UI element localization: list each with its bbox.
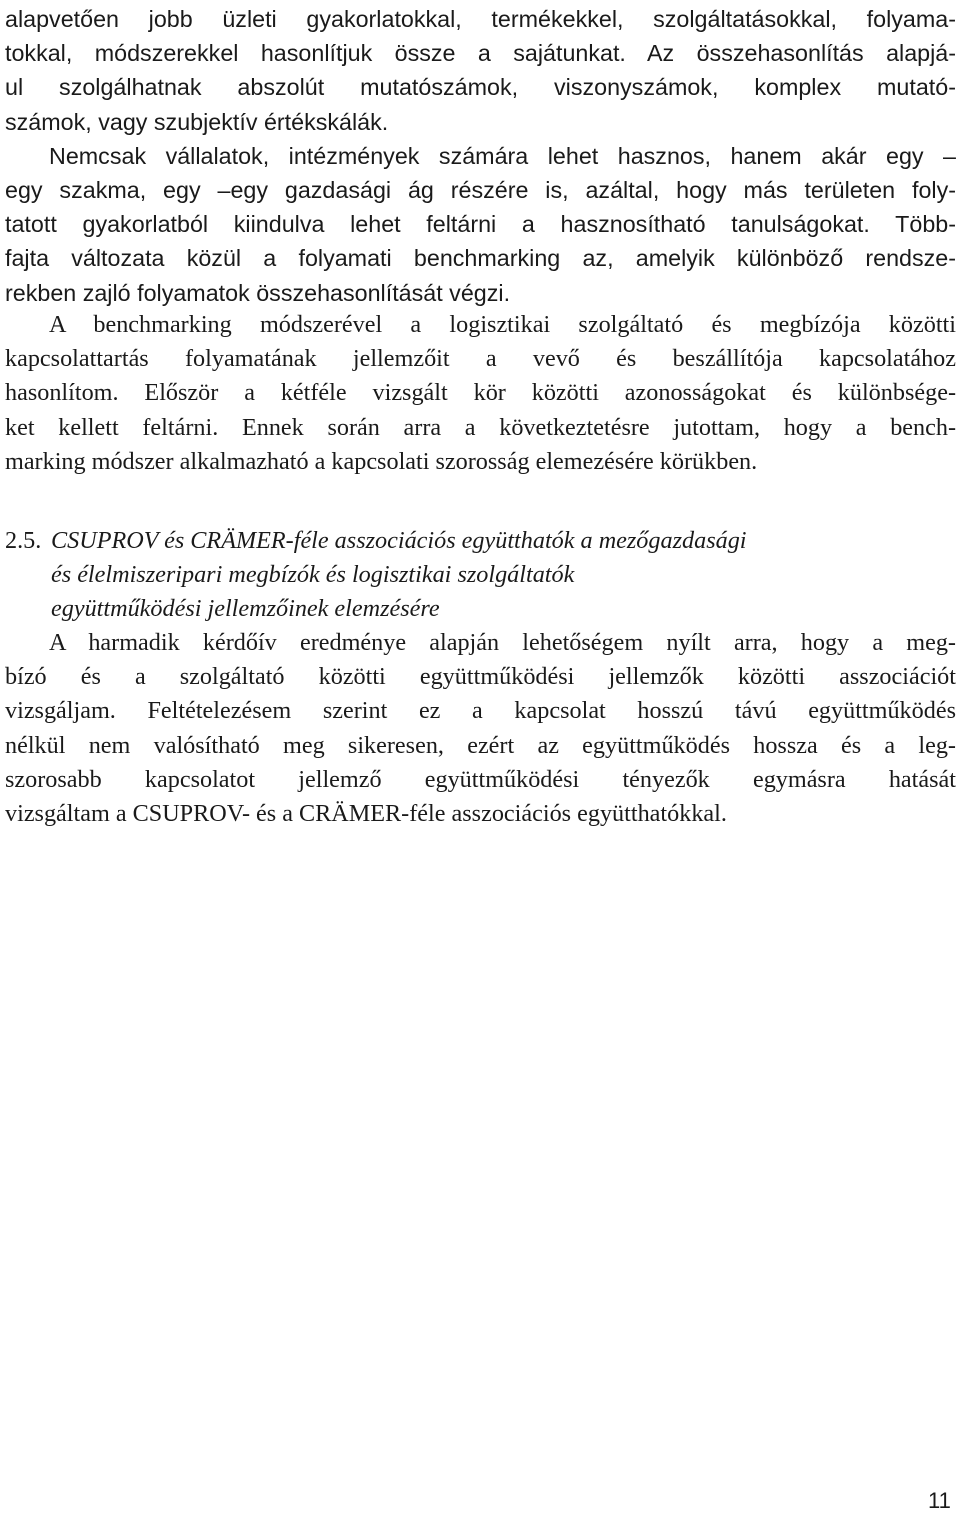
paragraph-benchmarking-method <box>5 308 956 479</box>
text-line: hasonlítom. Először a kétféle vizsgált kör közötti azonosságokat és különbsége- <box>5 379 956 407</box>
text-line: rekben zajló folyamatok összehasonlítását végzi. <box>5 279 511 306</box>
text-line: A harmadik kérdőív eredménye alapján lehetőségem nyílt arra, hogy a meg- <box>49 629 956 656</box>
text-line: vizsgáljam. Feltételezésem szerint ez a kapcsolat hosszú távú együttműködés <box>5 697 956 725</box>
text-line: Nemcsak vállalatok, intézmények számára lehet hasznos, hanem akár egy – <box>49 142 956 169</box>
text-line: kapcsolattartás folyamatának jellemzőit a vevő és beszállítója kapcsolatához <box>5 345 956 373</box>
paragraph-association-analysis <box>5 626 956 831</box>
section-heading-line <box>5 524 956 558</box>
text-line: alapvetően jobb üzleti gyakorlatokkal, termékekkel, szolgáltatásokkal, folyama- <box>5 6 956 32</box>
text-line: ul szolgálhatnak abszolút mutatószámok, viszonyszámok, komplex mutató- <box>5 74 956 101</box>
section-number: 2.5. <box>5 527 42 554</box>
text-line: egy szakma, egy –egy gazdasági ág részére is, azáltal, hogy más területen foly- <box>5 176 956 203</box>
section-title-line: együttműködési jellemzőinek elemzésére <box>51 595 440 623</box>
text-line: tatott gyakorlatból kiindulva lehet feltárni a hasznosítható tanulságokat. Több- <box>5 211 956 238</box>
paragraph-benchmarking-usefulness <box>5 139 956 310</box>
text-line: bízó és a szolgáltató közötti együttműködési jellemzők közötti asszociációt <box>5 663 956 691</box>
text-line: szorosabb kapcsolatot jellemző együttműködési tényezők egymásra hatását <box>5 765 956 793</box>
text-line: fajta változata közül a folyamati benchmarking az, amelyik különböző rendsze- <box>5 245 956 272</box>
text-line: számok, vagy szubjektív értékskálák. <box>5 108 389 135</box>
text-line: marking módszer alkalmazható a kapcsolati szorosság elemezésére körükben. <box>5 447 758 475</box>
text-line: ket kellett feltárni. Ennek során arra a következtetésre jutottam, hogy a bench- <box>5 413 956 441</box>
paragraph-benchmarking-definition <box>5 2 956 139</box>
intro-paragraphs <box>5 2 956 310</box>
section-title-line: és élelmiszeripari megbízók és logisztikai szolgáltatók <box>51 561 575 589</box>
section-heading <box>5 524 956 627</box>
text-line: vizsgáltam a CSUPROV- és a CRÄMER-féle asszociációs együtthatókkal. <box>5 799 727 827</box>
page-number: 11 <box>928 1488 951 1513</box>
text-line: A benchmarking módszerével a logisztikai szolgáltató és megbízója közötti <box>49 311 956 338</box>
section-title-line: CSUPROV és CRÄMER-féle asszociációs együtthatók a mezőgazdasági <box>51 527 747 554</box>
text-line: nélkül nem valósítható meg sikeresen, ezért az együttműködés hossza és a leg- <box>5 731 956 759</box>
text-line: tokkal, módszerekkel hasonlítjuk össze a sajátunkat. Az összehasonlítás alapjá- <box>5 40 956 67</box>
